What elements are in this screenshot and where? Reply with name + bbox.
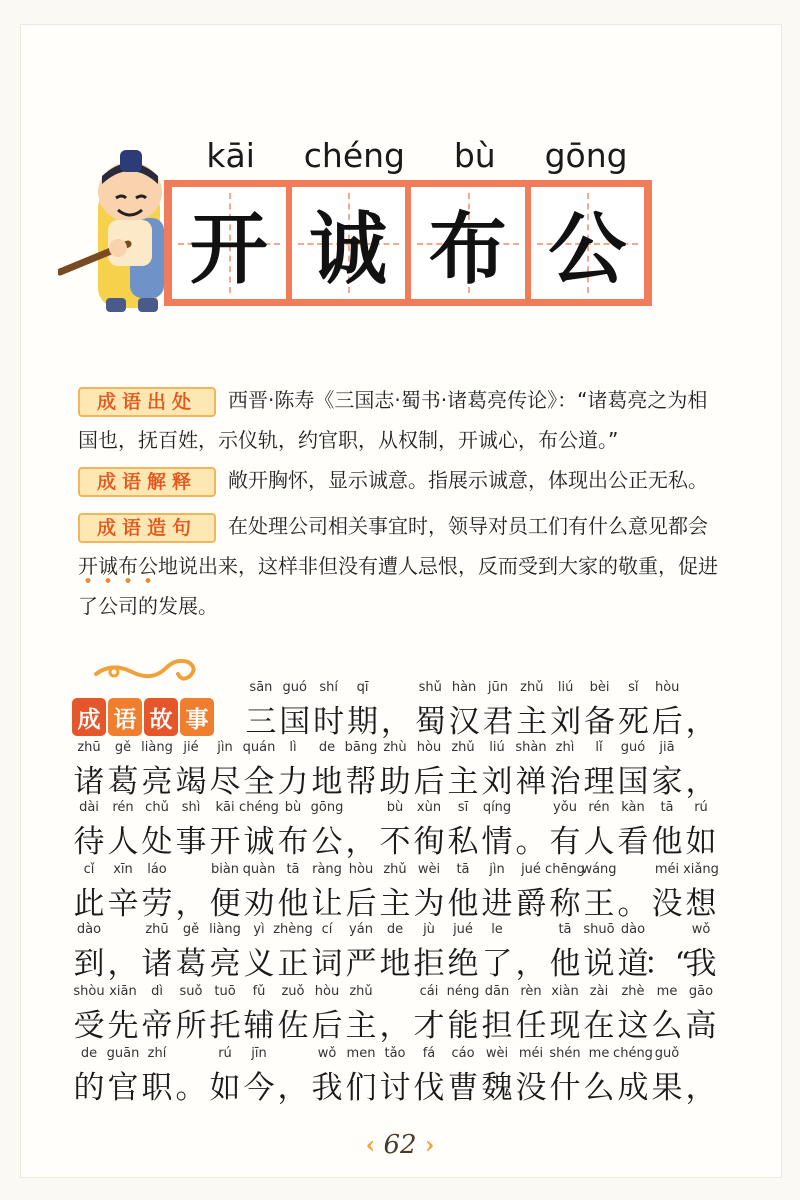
story-pinyin: néng [446, 984, 480, 999]
story-char: 讨 [379, 1070, 411, 1106]
story-char: 高 [685, 1008, 717, 1044]
story-label-char: 成 [72, 698, 106, 736]
story-char: 他 [651, 824, 683, 860]
story-char: 主 [516, 704, 548, 740]
story-char: 此 [73, 886, 105, 922]
story-pinyin: zhū [77, 740, 101, 755]
story-pinyin: jìn [489, 862, 505, 877]
story-char: 义 [243, 946, 275, 982]
story-char: 全 [243, 764, 275, 800]
story-pinyin: tǎo [384, 1046, 406, 1061]
story-pinyin: shén [549, 1046, 581, 1061]
story-char: 说 [583, 946, 615, 982]
story-pinyin: guǒ [654, 1046, 680, 1061]
story-char: ， [345, 824, 377, 860]
story-char: 人 [107, 824, 139, 860]
story-pinyin: méi [654, 862, 680, 877]
story-char: 力 [277, 764, 309, 800]
story-pinyin: jù [423, 922, 435, 937]
story-char: 道 [617, 946, 649, 982]
story-char: 诸 [73, 764, 105, 800]
story-pinyin: liàng [209, 922, 241, 937]
story-pinyin: guān [106, 1046, 140, 1061]
story-pinyin: fǔ [252, 984, 266, 999]
story-char: 帝 [141, 1008, 173, 1044]
story-pinyin: zhèng [273, 922, 313, 937]
story-char: 。 [175, 1070, 207, 1106]
story-pinyin: rén [112, 800, 134, 815]
story-pinyin: hòu [654, 680, 680, 695]
story-char: 后 [311, 1008, 343, 1044]
story-pinyin: biàn [210, 862, 240, 877]
story-char: 称 [549, 886, 581, 922]
example-text-after: 地说出来，这样非但没有遭人忌恨，反而受到大家的敬重，促进了公司的发展。 [78, 554, 718, 618]
source-text: 西晋·陈寿《三国志·蜀书·诸葛亮传论》：“诸葛亮之为相国也，抚百姓，示仪轨，约官职，从权制，开诚心，布公道。” [78, 388, 708, 452]
story-pinyin: shì [181, 800, 201, 815]
source-section [78, 380, 718, 460]
story-pinyin: rén [588, 800, 610, 815]
story-pinyin: dài [79, 800, 99, 815]
story-pinyin: qī [356, 680, 369, 695]
story-char: 了 [481, 946, 513, 982]
story-char: 托 [209, 1008, 241, 1044]
story-char: 主 [345, 1008, 377, 1044]
story-char: 所 [175, 1008, 207, 1044]
story-pinyin: cái [419, 984, 439, 999]
story-pinyin: zhì [555, 740, 575, 755]
story-char: 王 [583, 886, 615, 922]
story-pinyin: shí [319, 680, 338, 695]
chevron-left-icon: ‹ [365, 1130, 376, 1159]
story-char: 今 [243, 1070, 275, 1106]
story-pinyin: gōng [310, 800, 344, 815]
story-char: 蜀 [414, 704, 446, 740]
story-char: 辛 [107, 886, 139, 922]
story-pinyin: gě [182, 922, 200, 937]
story-line [0, 862, 800, 920]
story-pinyin: yán [349, 922, 373, 937]
story-pinyin: liú [489, 740, 505, 755]
story-pinyin: tā [286, 862, 300, 877]
story-pinyin: xiān [109, 984, 137, 999]
story-char: 理 [583, 764, 615, 800]
story-char: 尽 [209, 764, 241, 800]
story-char: 拒 [413, 946, 445, 982]
story-char: 刘 [481, 764, 513, 800]
zhuge-liang-illustration [58, 148, 178, 318]
story-char: ， [379, 1008, 411, 1044]
story-pinyin: dān [484, 984, 510, 999]
story-pinyin: jué [521, 862, 541, 877]
story-char: 竭 [175, 764, 207, 800]
story-line [0, 680, 800, 738]
story-pinyin: bù [386, 800, 404, 815]
story-pinyin: quàn [242, 862, 276, 877]
story-char: 徇 [413, 824, 445, 860]
story-char: 如 [209, 1070, 241, 1106]
story-pinyin: cáo [451, 1046, 475, 1061]
story-pinyin: zhǔ [451, 740, 475, 755]
story-char: 进 [481, 886, 513, 922]
story-pinyin: tā [660, 800, 674, 815]
story-pinyin: sǐ [628, 680, 639, 695]
story-char: 时 [313, 704, 345, 740]
story-pinyin: xùn [416, 800, 442, 815]
story-char: 国 [279, 704, 311, 740]
story-char: 在 [583, 1008, 615, 1044]
story-char: 情 [481, 824, 513, 860]
meaning-text: 敞开胸怀，显示诚意。指展示诚意，体现出公正无私。 [228, 468, 708, 492]
story-pinyin: zhǔ [520, 680, 544, 695]
story-pinyin: sī [457, 800, 469, 815]
story-pinyin: tā [558, 922, 572, 937]
page-number-value: 62 [383, 1130, 417, 1160]
story-char: 才 [413, 1008, 445, 1044]
story-char: 他 [549, 946, 581, 982]
story-char: 亮 [209, 946, 241, 982]
story-pinyin: kāi [215, 800, 235, 815]
story-pinyin: zuǒ [281, 984, 305, 999]
story-pinyin: wèi [417, 862, 441, 877]
story-char: ， [107, 946, 139, 982]
title-char-3: 布 [428, 205, 507, 295]
story-label-char: 故 [144, 698, 178, 736]
story-char: 期 [347, 704, 378, 740]
story-pinyin: hàn [451, 680, 477, 695]
title-pinyin-1: kāi [206, 136, 255, 175]
story-line [0, 922, 800, 980]
story-pinyin: cǐ [83, 862, 95, 877]
story-char: 受 [73, 1008, 105, 1044]
story-pinyin: chéng [239, 800, 279, 815]
story-char: 汉 [448, 704, 480, 740]
story-char: 的 [73, 1070, 105, 1106]
story-pinyin: shǔ [418, 680, 442, 695]
story-char: ， [685, 1070, 717, 1106]
title-char-cell [411, 187, 525, 299]
story-char: 亮 [141, 764, 173, 800]
example-label: 成语造句 [78, 513, 216, 543]
story-char: 么 [583, 1070, 615, 1106]
story-label-char: 事 [180, 698, 214, 736]
story-char: 们 [345, 1070, 377, 1106]
title-pinyin-3: bù [453, 136, 496, 175]
story-char: 什 [549, 1070, 581, 1106]
story-char: ， [380, 704, 412, 740]
story-pinyin: wáng [581, 862, 617, 877]
idiom-title [164, 180, 652, 306]
story-pinyin: tuō [214, 984, 236, 999]
story-pinyin: cí [321, 922, 333, 937]
story-pinyin: rú [218, 1046, 232, 1061]
story-pinyin: xiǎng [683, 862, 719, 877]
meaning-label: 成语解释 [78, 467, 216, 497]
story-char: 治 [549, 764, 581, 800]
story-pinyin: quán [242, 740, 276, 755]
meaning-section [78, 460, 718, 500]
story-char: 布 [277, 824, 309, 860]
story-char: 地 [379, 946, 411, 982]
story-line [0, 740, 800, 798]
story-pinyin: fá [422, 1046, 436, 1061]
story-pinyin: qíng [482, 800, 512, 815]
story-pinyin: zhū [145, 922, 169, 937]
story-pinyin: jīn [251, 1046, 267, 1061]
story-pinyin: wèi [485, 1046, 509, 1061]
story-pinyin: chǔ [145, 800, 169, 815]
story-pinyin: liú [557, 680, 574, 695]
story-pinyin: xīn [113, 862, 133, 877]
story-pinyin: zài [589, 984, 609, 999]
story-char: 严 [345, 946, 377, 982]
title-char-cell [172, 187, 286, 299]
story-line [0, 800, 800, 858]
story-pinyin: zhí [147, 1046, 167, 1061]
story-pinyin: zhǔ [383, 862, 407, 877]
title-pinyin-2: chéng [303, 136, 406, 175]
story-pinyin: guó [620, 740, 646, 755]
story-pinyin: kàn [621, 800, 645, 815]
story-line [0, 984, 800, 1042]
story-char: 担 [481, 1008, 513, 1044]
story-line [0, 1046, 800, 1104]
story-pinyin: jiā [659, 740, 675, 755]
story-char: 诸 [141, 946, 173, 982]
story-char: 我 [311, 1070, 343, 1106]
story-char: 三 [245, 704, 277, 740]
title-pinyin-4: gōng [544, 136, 628, 175]
story-label-char: 语 [108, 698, 142, 736]
story-char: 这 [617, 1008, 649, 1044]
story-char: 看 [617, 824, 649, 860]
source-label: 成语出处 [78, 387, 216, 417]
story-pinyin: shàn [515, 740, 547, 755]
title-char-4: 公 [548, 205, 627, 295]
story-char: 正 [277, 946, 309, 982]
story-pinyin: jìn [217, 740, 233, 755]
story-char: 他 [447, 886, 479, 922]
story-char: 禅 [515, 764, 547, 800]
story-char: 让 [311, 886, 343, 922]
story-char: 地 [311, 764, 343, 800]
story-char: 魏 [481, 1070, 513, 1106]
story-char: 词 [311, 946, 343, 982]
story-char: 成 [617, 1070, 649, 1106]
story-char: 便 [209, 886, 241, 922]
story-char: 能 [447, 1008, 479, 1044]
story-pinyin: suǒ [179, 984, 203, 999]
story-char: 国 [617, 764, 649, 800]
story-char: 不 [379, 824, 411, 860]
story-char: 他 [277, 886, 309, 922]
story-pinyin: hòu [314, 984, 340, 999]
example-section [78, 506, 718, 626]
story-char: 私 [447, 824, 479, 860]
story-char: 备 [584, 704, 615, 740]
story-pinyin: lì [289, 740, 297, 755]
story-pinyin: gě [114, 740, 132, 755]
story-char: 伐 [413, 1070, 445, 1106]
story-pinyin: yǒu [553, 800, 577, 815]
story-pinyin: wǒ [691, 922, 711, 937]
story-pinyin: bāng [344, 740, 378, 755]
story-pinyin: méi [518, 1046, 544, 1061]
story-char: 公 [311, 824, 343, 860]
story-char: 帮 [345, 764, 377, 800]
story-char: 诚 [243, 824, 275, 860]
story-pinyin: me [588, 1046, 610, 1061]
story-char: 后 [413, 764, 445, 800]
story-pinyin: zhè [621, 984, 645, 999]
title-char-cell [292, 187, 406, 299]
title-char-2: 诚 [309, 205, 388, 295]
story-pinyin: yì [253, 922, 265, 937]
story-char: 官 [107, 1070, 139, 1106]
story-char: ， [277, 1070, 309, 1106]
story-pinyin: shòu [73, 984, 105, 999]
story-char: 开 [209, 824, 241, 860]
story-char: 么 [651, 1008, 683, 1044]
title-char-cell [531, 187, 645, 299]
story-pinyin: me [656, 984, 678, 999]
story-pinyin: lǐ [595, 740, 603, 755]
story-char: ， [685, 764, 717, 800]
story-pinyin: gāo [688, 984, 714, 999]
story-char: 后 [651, 704, 683, 740]
story-char: 主 [447, 764, 479, 800]
story-pinyin: dì [151, 984, 163, 999]
story-char: 待 [73, 824, 105, 860]
story-char: 助 [379, 764, 411, 800]
story-pinyin: wǒ [317, 1046, 337, 1061]
story-pinyin: guó [282, 680, 308, 695]
story-pinyin: tā [456, 862, 470, 877]
story-char: 辅 [243, 1008, 275, 1044]
story-pinyin: hòu [348, 862, 374, 877]
story-char: 现 [549, 1008, 581, 1044]
story-char: 绝 [447, 946, 479, 982]
story-char: 后 [345, 886, 377, 922]
story-pinyin: sān [249, 680, 273, 695]
story-pinyin: liàng [141, 740, 173, 755]
story-pinyin: rú [694, 800, 708, 815]
story-char: 。 [515, 824, 547, 860]
story-pinyin: hòu [416, 740, 442, 755]
story-char: 曹 [447, 1070, 479, 1106]
story-char: 处 [141, 824, 173, 860]
story-char: 爵 [515, 886, 547, 922]
story-char: 事 [175, 824, 207, 860]
story-char: ， [515, 946, 547, 982]
page-number [0, 1130, 800, 1160]
story-char: 任 [515, 1008, 547, 1044]
story-char: 到 [73, 946, 105, 982]
story-pinyin: rèn [520, 984, 542, 999]
story-pinyin: dào [620, 922, 646, 937]
story-char: 先 [107, 1008, 139, 1044]
story-char: 家 [651, 764, 683, 800]
story-pinyin: bù [284, 800, 302, 815]
story-char: 我 [685, 946, 717, 982]
story-char: 想 [685, 886, 717, 922]
story-pinyin: jūn [487, 680, 508, 695]
story-char: 果 [651, 1070, 683, 1106]
story-pinyin: chēng [545, 862, 585, 877]
story-char: 劝 [243, 886, 275, 922]
chevron-right-icon: › [424, 1130, 435, 1159]
story-pinyin: de [386, 922, 404, 937]
story-char: 君 [482, 704, 514, 740]
story-char: 没 [515, 1070, 547, 1106]
story-char: 主 [379, 886, 411, 922]
example-text-before: 在处理公司相关事宜时，领导对员工们有什么意见都会 [228, 514, 708, 538]
story-char: ， [175, 886, 207, 922]
story-char: 。 [617, 886, 649, 922]
story-char: ：“ [643, 946, 691, 982]
story-pinyin: bèi [589, 680, 610, 695]
story-char: 有 [549, 824, 581, 860]
story-char: 死 [617, 704, 649, 740]
story-char: 没 [651, 886, 683, 922]
story-char: 佐 [277, 1008, 309, 1044]
story-char: 为 [413, 886, 445, 922]
story-pinyin: le [491, 922, 503, 937]
story-char: 刘 [550, 704, 582, 740]
story-pinyin: shuō [583, 922, 615, 937]
story-pinyin: zhǔ [349, 984, 373, 999]
story-char: 劳 [141, 886, 173, 922]
story-pinyin: láo [147, 862, 167, 877]
story-pinyin: dào [76, 922, 102, 937]
story-pinyin: chéng [613, 1046, 653, 1061]
example-highlight: 开诚布公 [78, 554, 158, 584]
story-pinyin: de [318, 740, 336, 755]
story-pinyin: ràng [312, 862, 342, 877]
story-char: 人 [583, 824, 615, 860]
title-pinyin [182, 136, 652, 175]
story-char: 职 [141, 1070, 173, 1106]
title-char-1: 开 [189, 205, 268, 295]
story-char: 葛 [175, 946, 207, 982]
story-pinyin: xiàn [551, 984, 579, 999]
story-char: 如 [685, 824, 717, 860]
story-pinyin: de [80, 1046, 98, 1061]
story-char: ， [685, 704, 717, 740]
story-char: 葛 [107, 764, 139, 800]
story-pinyin: jié [183, 740, 199, 755]
story-pinyin: jué [453, 922, 473, 937]
story-pinyin: men [346, 1046, 376, 1061]
story-pinyin: zhù [383, 740, 407, 755]
